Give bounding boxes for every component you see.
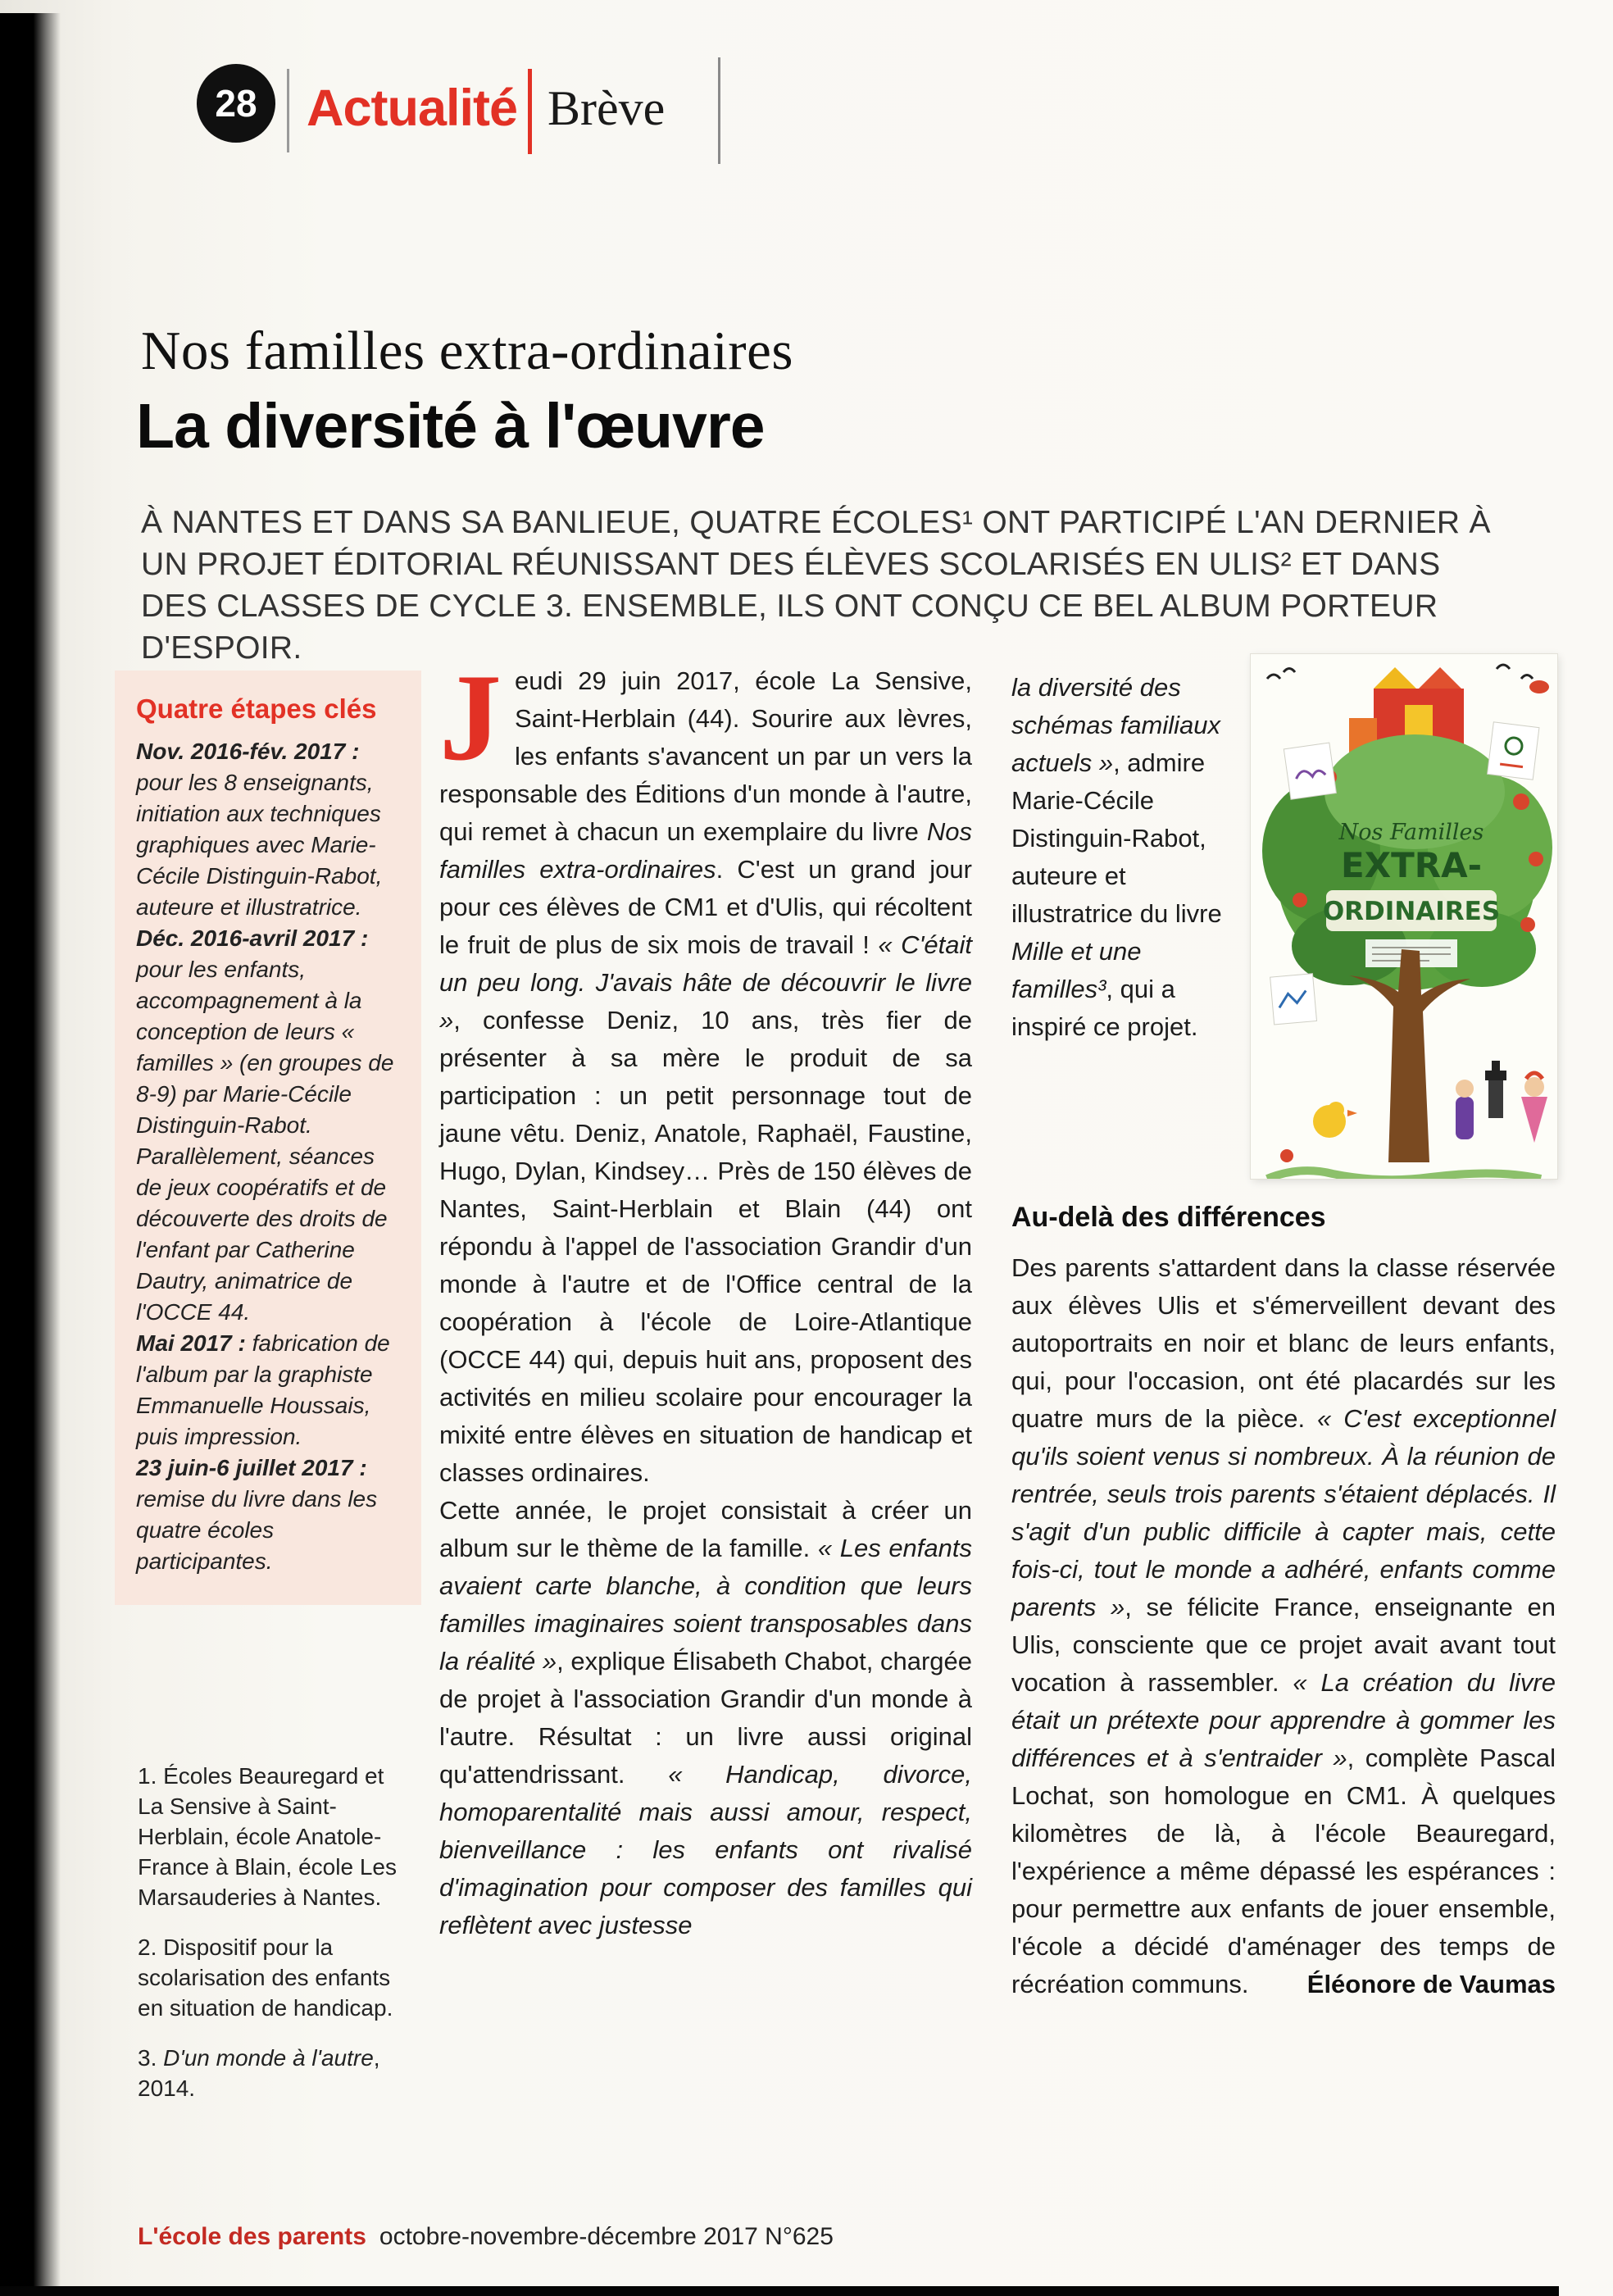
photo-frame bbox=[1488, 722, 1539, 780]
footnote-1: 1. Écoles Beauregard et La Sensive à Saint-Herblain, école Anatole-France à Blain, école Les Marsauderies à Nantes. bbox=[138, 1763, 397, 1910]
article-right-column bbox=[1011, 1249, 1556, 2003]
photo-frame bbox=[1284, 743, 1336, 799]
header-divider bbox=[287, 69, 289, 152]
page-number-badge bbox=[197, 64, 275, 143]
article-paragraph-2: Cette année, le projet consistait à créer un album sur le thème de la famille. « Les enfants avaient carte blanche, à condition que leurs familles imaginaires soient transposables dans la réalité », explique Élisabeth Chabot, chargée de projet à l'association Grandir d'un monde à l'autre. Résultat : un livre aussi original qu'attendrissant. « Handicap, divorce, homoparentalité mais aussi amour, respect, bienveillance : les enfants ont rivalisé d'imagination pour composer des familles qui reflètent avec justesse bbox=[439, 1496, 973, 1939]
paragraph-1-text: eudi 29 juin 2017, école La Sensive, Saint-Herblain (44). Sourire aux lèvres, les enfants s'avancent un par un vers la responsable des Éditions d'un monde à l'autre, qui remet à chacun un exemplaire du livre Nos familles extra-ordinaires. C'est un grand jour pour ces élèves de CM1 et d'Ulis, qui récoltent le fruit de plus de six mois de travail ! « C'était un peu long. J'avais hâte de découvrir le livre », confesse Deniz, 10 ans, très fier de présenter à sa mère le produit de sa participation : un petit personnage tout de jaune vêtu. Deniz, Anatole, Raphaël, Faustine, Hugo, Dylan, Kindsey… Près de 150 élèves de Nantes, Saint-Herblain et Blain (44) ont répondu à l'appel de l'association Grandir d'un monde à l'autre et de l'Office central de la coopération à l'école de Loire-Atlantique (OCCE 44) qui, depuis huit ans, proposent des activités en milieu scolaire pour encourager la mixité entre élèves en situation de handicap et classes ordinaires. bbox=[439, 666, 972, 1487]
cover-title-small: Nos Familles bbox=[1338, 820, 1484, 845]
footnote-2: 2. Dispositif pour la scolarisation des enfants en situation de handicap. bbox=[138, 1935, 393, 2021]
photo-frame bbox=[1270, 974, 1317, 1025]
sidebar-entry-2: Déc. 2016-avril 2017 : pour les enfants, accompagnement à la conception de leurs « familles » (en groupes de 8-9) par Marie-Cécile Distinguin-Rabot. Parallèlement, séances de jeux coopératifs et de découverte des droits de l'enfant par Catherine Dautry, animatrice de l'OCCE 44. bbox=[136, 925, 394, 1325]
cover-title-extra: EXTRA- bbox=[1341, 845, 1482, 885]
page-footer bbox=[138, 2223, 834, 2251]
footnote-3: 3. D'un monde à l'autre, 2014. bbox=[138, 2045, 380, 2101]
issue-info: octobre-novembre-décembre 2017 N°625 bbox=[379, 2223, 834, 2250]
magazine-name: L'école des parents bbox=[138, 2223, 366, 2250]
book-cover bbox=[1251, 654, 1557, 1179]
header-divider-red bbox=[528, 69, 532, 154]
article-paragraph-3: Des parents s'attardent dans la classe réservée aux élèves Ulis et s'émerveillent devant des autoportraits en noir et blanc de leurs enfants, qui, pour l'occasion, ont été placardés sur les quatre murs de la pièce. « C'est exceptionnel qu'ils soient venus si nombreux. À la réunion de rentrée, seuls trois parents s'étaient déplacés. Il s'agit d'un public difficile à capter mais, cette fois-ci, tout le monde a adhéré, enfants comme parents », se félicite France, enseignante en Ulis, consciente que ce projet avait avant tout vocation à rassembler. « La création du livre était un prétexte pour apprendre à gommer les différences et à s'entraider », complète Pascal Lochat, son homologue en CM1. À quelques kilomètres de là, à l'école Beauregard, l'expérience a même dépassé les espérances : pour permettre aux enfants de jouer ensemble, l'école a décidé d'aménager des temps de récréation communs. bbox=[1011, 1253, 1556, 1998]
sidebar-title: Quatre étapes clés bbox=[136, 693, 377, 724]
article-continuation: la diversité des schémas familiaux actuels », admire Marie-Cécile Distinguin-Rabot, auteure et illustratrice du livre Mille et une familles³, qui a inspiré ce projet. bbox=[1011, 673, 1222, 1041]
section-label: Actualité bbox=[307, 80, 518, 137]
header-divider bbox=[718, 57, 720, 164]
sidebar-entry-3: Mai 2017 : fabrication de l'album par la graphiste Emmanuelle Houssais, puis impression. bbox=[136, 1330, 390, 1449]
dropcap-letter: J bbox=[439, 648, 502, 786]
scan-edge-bottom bbox=[0, 2286, 1559, 2296]
author-byline: Éléonore de Vaumas bbox=[1306, 1970, 1556, 1998]
sidebar-entry-1: Nov. 2016-fév. 2017 : pour les 8 enseignants, initiation aux techniques graphiques avec Marie-Cécile Distinguin-Rabot, auteure et illustratrice. bbox=[136, 739, 383, 920]
article-kicker: Nos familles extra-ordinaires bbox=[141, 321, 793, 381]
book-cover-illustration bbox=[1251, 654, 1557, 1179]
page-number: 28 bbox=[215, 82, 257, 125]
article-paragraph-1 bbox=[439, 648, 972, 1492]
sidebar-key-steps-box bbox=[115, 671, 421, 1605]
subsection-label: Brève bbox=[548, 81, 666, 135]
footnotes bbox=[138, 1761, 408, 2123]
scan-edge-left bbox=[0, 13, 61, 2296]
article-standfirst: À NANTES ET DANS SA BANLIEUE, QUATRE ÉCOLES¹ ONT PARTICIPÉ L'AN DERNIER À UN PROJET ÉDITORIAL RÉUNISSANT DES ÉLÈVES SCOLARISÉS EN ULIS² ET DANS DES CLASSES DE CYCLE 3. ENSEMBLE, ILS ONT CONÇU CE BEL ALBUM PORTEUR D'ESPOIR. bbox=[141, 505, 1491, 666]
ladybug-icon bbox=[1280, 1149, 1293, 1162]
sidebar-entry-4: 23 juin-6 juillet 2017 : remise du livre dans les quatre écoles participantes. bbox=[136, 1455, 378, 1574]
purple-figure bbox=[1456, 1097, 1474, 1139]
article-subhead: Au-delà des différences bbox=[1011, 1202, 1326, 1233]
cover-title-ordinaires: ORDINAIRES bbox=[1322, 897, 1501, 926]
red-bird-icon bbox=[1529, 680, 1549, 693]
article-title: La diversité à l'œuvre bbox=[136, 391, 765, 461]
article-body-column bbox=[439, 648, 973, 1944]
